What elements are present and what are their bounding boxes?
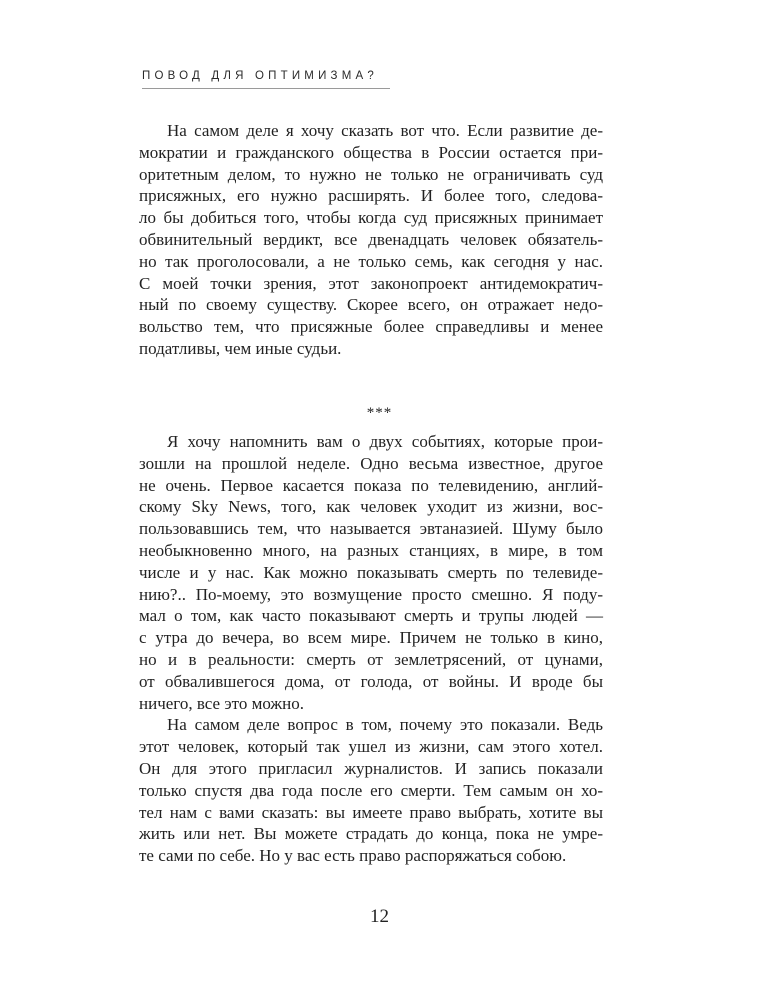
text-line: числе и у нас. Как можно показывать смерть по телевиде- (139, 562, 603, 582)
text-line: ло бы добиться того, чтобы когда суд присяжных принимает (139, 208, 603, 228)
text-line: оритетным делом, то нужно не только не ограничивать суд (139, 164, 603, 184)
text-line: ничего, все это можно. (139, 693, 304, 713)
text-line: те сами по себе. Но у вас есть право распоряжаться собою. (139, 846, 567, 866)
text-line: необыкновенно много, на разных станциях, в мире, в том (139, 540, 603, 560)
text-line: с утра до вечера, во всем мире. Причем не только в кино, (139, 628, 603, 648)
text-line: этот человек, который так ушел из жизни, сам этого хотел. (139, 737, 603, 757)
page-number: 12 (370, 906, 389, 927)
text-line: мал о том, как часто показывают смерть и трупы людей — (139, 606, 603, 626)
text-line: На самом деле я хочу сказать вот что. Если развитие де- (167, 121, 603, 140)
text-line: жить или нет. Вы можете страдать до конца, пока не умре- (139, 824, 603, 844)
text-line: вольство тем, что присяжные более справедливы и менее (139, 317, 603, 337)
text-line: ный по своему существу. Скорее всего, он отражает недо- (139, 295, 603, 315)
section-2-text (139, 431, 603, 867)
text-line: податливы, чем иные судьи. (139, 338, 342, 358)
text-line: С моей точки зрения, этот законопроект антидемократич- (139, 273, 603, 293)
text-line: скому Sky News, того, как человек уходит из жизни, вос- (139, 497, 603, 517)
text-line: Он для этого пригласил журналистов. И запись показали (139, 758, 603, 778)
text-line: только спустя два года после его смерти. Тем самым он хо- (139, 780, 603, 800)
text-line: обвинительный вердикт, все двенадцать человек обязатель- (139, 229, 603, 249)
text-line: от обвалившегося дома, от голода, от войны. И вроде бы (139, 671, 603, 691)
text-line: На самом деле вопрос в том, почему это показали. Ведь (167, 715, 603, 735)
text-line: нию?.. По-моему, это возмущение просто смешно. Я поду- (139, 584, 603, 604)
text-line: тел нам с вами сказать: вы имеете право выбрать, хотите вы (139, 802, 603, 822)
running-header: ПОВОД ДЛЯ ОПТИМИЗМА? (142, 70, 378, 82)
section-separator: *** (366, 405, 393, 421)
text-line: Я хочу напомнить вам о двух событиях, которые прои- (167, 432, 603, 451)
text-line: пользовавшись тем, что называется эвтаназией. Шуму было (139, 519, 603, 539)
header-rule (142, 88, 390, 89)
text-line: но и в реальности: смерть от землетрясений, от цунами, (139, 649, 603, 669)
text-line: присяжных, его нужно расширять. И более того, следова- (139, 186, 603, 206)
section-1-text (139, 120, 603, 360)
text-line: мократии и гражданского общества в России остается при- (139, 142, 603, 162)
text-line: зошли на прошлой неделе. Одно весьма известное, другое (139, 453, 603, 473)
text-line: но так проголосовали, а не только семь, как сегодня у нас. (139, 251, 603, 271)
text-line: не очень. Первое касается показа по телевидению, англий- (139, 475, 603, 495)
